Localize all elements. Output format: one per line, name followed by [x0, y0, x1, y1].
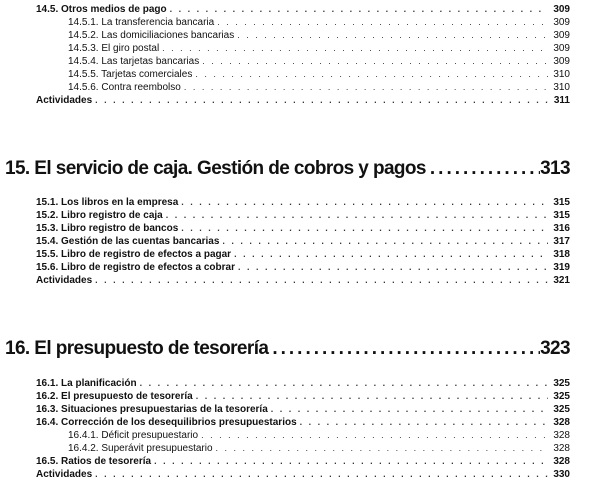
- toc-entry: [68, 42, 570, 55]
- toc-entry: [68, 81, 570, 94]
- toc-entry-page: 321: [553, 275, 570, 286]
- leader-dots: [95, 274, 548, 286]
- toc-entry-label: 16.1. La planificación: [36, 378, 137, 389]
- toc-entry: [36, 209, 570, 222]
- toc-entry: [36, 455, 570, 468]
- toc-entry: [36, 403, 570, 416]
- leader-dots: [140, 377, 548, 389]
- toc-entry: [36, 235, 570, 248]
- toc-entry: [68, 55, 570, 68]
- toc-entry-label: 15.2. Libro registro de caja: [36, 210, 163, 221]
- toc-entry-page: 315: [553, 197, 570, 208]
- toc-entry-page: 328: [553, 443, 570, 454]
- toc-entry: [68, 429, 570, 442]
- toc-entry: [36, 390, 570, 403]
- toc-entry-page: 328: [553, 430, 570, 441]
- leader-dots: [170, 3, 548, 15]
- toc-entry-page: 310: [553, 69, 570, 80]
- leader-dots: [426, 158, 540, 180]
- leader-dots: [238, 261, 548, 273]
- leader-dots: [195, 68, 548, 80]
- toc-entry-label: 16.4.1. Déficit presupuestario: [68, 430, 199, 441]
- toc-entry-page: 319: [553, 262, 570, 273]
- toc-entry-label: 16.5. Ratios de tesorería: [36, 456, 152, 467]
- toc-entry-page: 310: [553, 82, 570, 93]
- toc-entry-page: 309: [553, 43, 570, 54]
- toc-entry-page: 311: [553, 95, 570, 106]
- leader-dots: [181, 196, 548, 208]
- toc-entry: [36, 377, 570, 390]
- toc-entry-page: 309: [553, 17, 570, 28]
- toc-entry: [68, 442, 570, 455]
- toc-entry-label: 14.5.3. El giro postal: [68, 43, 160, 54]
- toc-entry: [36, 261, 570, 274]
- toc-entry: [36, 416, 570, 429]
- leader-dots: [234, 248, 548, 260]
- toc-entry-page: 330: [553, 469, 570, 480]
- chapter-page: 313: [540, 158, 570, 179]
- toc-entry: [36, 94, 570, 107]
- toc-entry: [68, 68, 570, 81]
- toc-entry-page: 325: [553, 391, 570, 402]
- toc-entry-label: 15.5. Libro de registro de efectos a pagar: [36, 249, 232, 260]
- chapter-title: 15. El servicio de caja. Gestión de cobros y pagos: [5, 158, 426, 179]
- chapter-heading: [5, 338, 570, 360]
- toc-entry-page: 309: [553, 4, 570, 15]
- leader-dots: [268, 338, 540, 360]
- toc-entry-page: 328: [553, 417, 570, 428]
- toc-entry-page: 316: [553, 223, 570, 234]
- chapter-page: 323: [540, 338, 570, 359]
- toc-entry-label: 14.5.4. Las tarjetas bancarias: [68, 56, 200, 67]
- toc-entry-label: 14.5.1. La transferencia bancaria: [68, 17, 215, 28]
- toc-entry-page: 328: [553, 456, 570, 467]
- leader-dots: [300, 416, 548, 428]
- toc-entry-label: 16.3. Situaciones presupuestarias de la tesorería: [36, 404, 268, 415]
- toc-entry-label: 15.1. Los libros en la empresa: [36, 197, 179, 208]
- leader-dots: [162, 42, 548, 54]
- leader-dots: [166, 209, 548, 221]
- toc-entry-page: 309: [553, 30, 570, 41]
- toc-entry-label: Actividades: [36, 275, 93, 286]
- toc-entry: [36, 248, 570, 261]
- toc-entry-label: 16.4.2. Superávit presupuestario: [68, 443, 213, 454]
- toc-entry-label: 14.5.6. Contra reembolso: [68, 82, 181, 93]
- toc-entry-label: 15.6. Libro de registro de efectos a cobrar: [36, 262, 235, 273]
- toc-entry-page: 309: [553, 56, 570, 67]
- toc-entry-label: 16.2. El presupuesto de tesorería: [36, 391, 193, 402]
- toc-entry-label: 15.4. Gestión de las cuentas bancarias: [36, 236, 220, 247]
- toc-entry-label: 15.3. Libro registro de bancos: [36, 223, 179, 234]
- toc-entry-page: 325: [553, 378, 570, 389]
- leader-dots: [222, 235, 548, 247]
- toc-entry: [68, 29, 570, 42]
- leader-dots: [154, 455, 548, 467]
- toc-entry-label: 16.4. Corrección de los desequilibrios presupuestarios: [36, 417, 297, 428]
- toc-entry-label: Actividades: [36, 95, 93, 106]
- leader-dots: [201, 429, 548, 441]
- leader-dots: [181, 222, 548, 234]
- leader-dots: [95, 468, 548, 480]
- toc-entry: [68, 16, 570, 29]
- leader-dots: [217, 16, 548, 28]
- leader-dots: [95, 94, 548, 106]
- leader-dots: [196, 390, 548, 402]
- toc-entry-label: 14.5.5. Tarjetas comerciales: [68, 69, 193, 80]
- toc-entry-label: 14.5. Otros medios de pago: [36, 4, 167, 15]
- leader-dots: [271, 403, 548, 415]
- chapter-title: 16. El presupuesto de tesorería: [5, 338, 269, 359]
- toc-entry: [36, 222, 570, 235]
- toc-entry-page: 318: [553, 249, 570, 260]
- leader-dots: [184, 81, 548, 93]
- toc-entry-page: 317: [553, 236, 570, 247]
- toc-entry-label: Actividades: [36, 469, 93, 480]
- toc-entry-page: 315: [553, 210, 570, 221]
- leader-dots: [237, 29, 548, 41]
- toc-entry: [36, 196, 570, 209]
- chapter-heading: [5, 158, 570, 180]
- toc-entry: [36, 468, 570, 481]
- toc-entry-page: 325: [553, 404, 570, 415]
- toc-entry: [36, 274, 570, 287]
- toc-entry-label: 14.5.2. Las domiciliaciones bancarias: [68, 30, 235, 41]
- leader-dots: [216, 442, 548, 454]
- leader-dots: [202, 55, 548, 67]
- toc-entry: [36, 3, 570, 16]
